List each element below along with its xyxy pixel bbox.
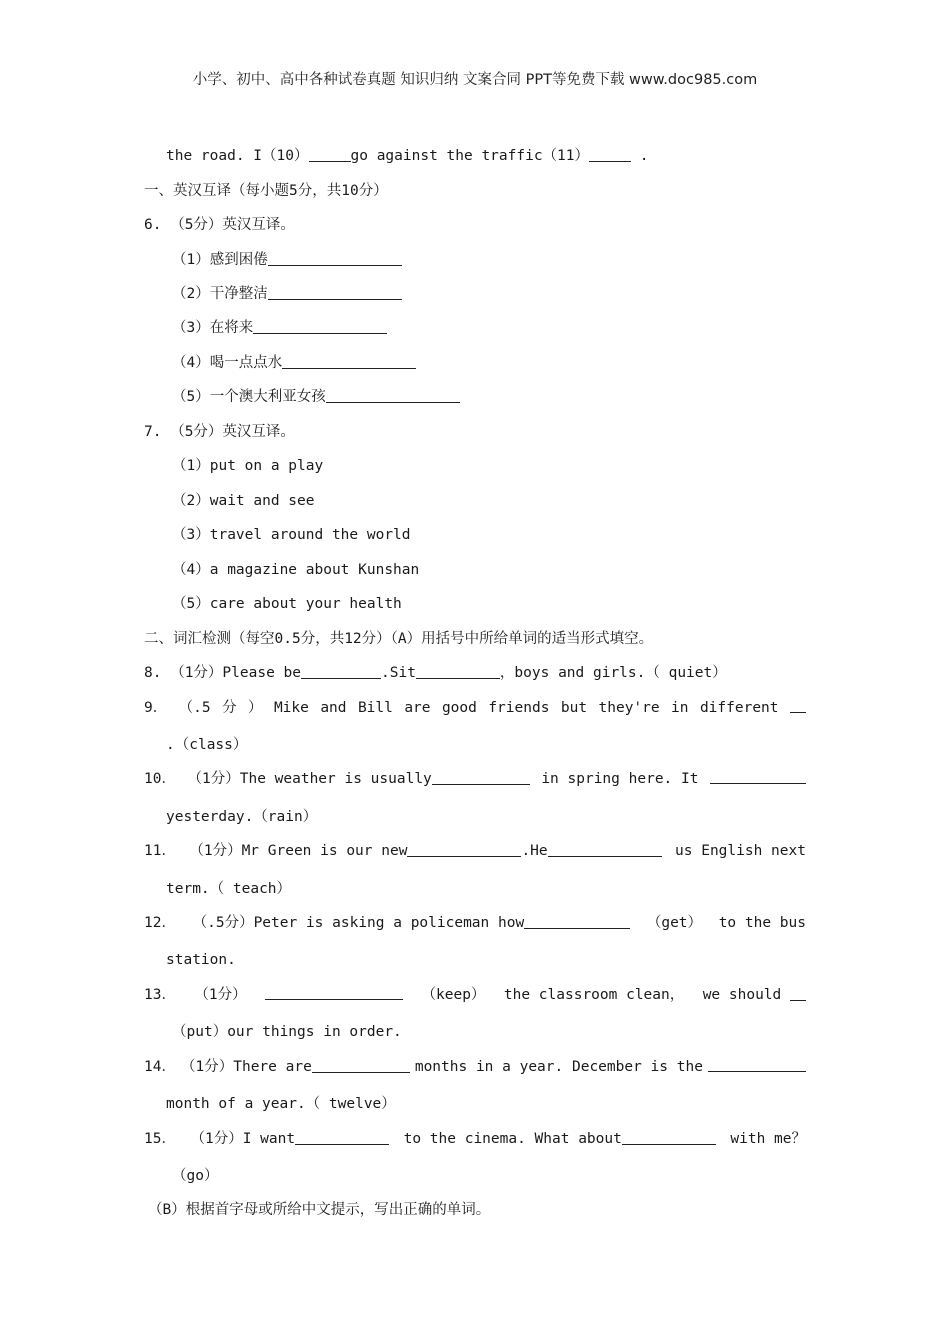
q7-item-1: （1）put on a play	[172, 458, 324, 474]
answer-blank[interactable]	[432, 770, 530, 785]
question-13-line-2: （put）our things in order.	[172, 1024, 402, 1040]
question-14-line-1: 14． （1分）There are months in a year. December is the	[144, 1057, 806, 1077]
answer-blank[interactable]	[265, 985, 403, 1000]
question-12-line-2: station.	[166, 952, 236, 968]
question-15-line-2: （go）	[172, 1168, 219, 1184]
answer-blank[interactable]	[790, 986, 806, 1001]
question-11-line-1: 11． （1分）Mr Green is our new .He us English next	[144, 843, 806, 859]
answer-blank[interactable]	[301, 664, 381, 679]
answer-blank[interactable]	[253, 319, 387, 334]
q6-item-1: （1）感到困倦	[172, 250, 402, 270]
answer-blank[interactable]	[622, 1130, 716, 1145]
question-9-line-2: .（class）	[166, 737, 248, 753]
question-12-line-1: 12． （.5分）Peter is asking a policeman how （get） to the bus	[144, 915, 806, 931]
answer-blank[interactable]	[708, 1057, 806, 1072]
section-2-heading: 二、词汇检测（每空0.5分，共12分）（A）用括号中所给单词的适当形式填空。	[144, 631, 654, 647]
answer-blank[interactable]	[312, 1058, 410, 1073]
q7-item-4: （4）a magazine about Kunshan	[172, 562, 420, 578]
continuation-line: the road. I（10） go against the traffic（11） .	[166, 148, 649, 164]
q7-item-5: （5）care about your health	[172, 596, 402, 612]
question-13-line-1: 13． （1分） （keep） the classroom clean， we should	[144, 985, 806, 1005]
answer-blank[interactable]	[282, 354, 416, 369]
question-15-line-1: 15． （1分）I want to the cinema. What about with me？	[144, 1131, 806, 1147]
answer-blank[interactable]	[548, 842, 662, 857]
answer-blank[interactable]	[710, 769, 806, 784]
answer-blank[interactable]	[416, 664, 500, 679]
q6-item-5: （5）一个澳大利亚女孩	[172, 387, 460, 407]
answer-blank[interactable]	[790, 698, 806, 713]
page-header: 小学、初中、高中各种试卷真题 知识归纳 文案合同 PPT等免费下载 www.doc985.com	[192, 72, 758, 88]
question-10-line-2: yesterday.（rain）	[166, 809, 318, 825]
q7-item-3: （3）travel around the world	[172, 527, 411, 543]
question-6: 6. （5分）英汉互译。	[144, 217, 295, 233]
answer-blank[interactable]	[589, 147, 631, 162]
answer-blank[interactable]	[295, 1130, 389, 1145]
q7-item-2: （2）wait and see	[172, 493, 315, 509]
section-b-heading: （B）根据首字母或所给中文提示，写出正确的单词。	[148, 1202, 491, 1218]
question-11-line-2: term.（ teach）	[166, 881, 292, 897]
answer-blank[interactable]	[524, 914, 630, 929]
q6-item-2: （2）干净整洁	[172, 284, 402, 304]
question-9-line-1: 9． （.5 分 ） Mike and Bill are good friends but they're in different	[144, 698, 806, 718]
answer-blank[interactable]	[326, 388, 460, 403]
q6-item-3: （3）在将来	[172, 318, 387, 338]
question-7: 7. （5分）英汉互译。	[144, 424, 295, 440]
question-8: 8. （1分）Please be .Sit ，boys and girls.（ quiet）	[144, 665, 727, 681]
question-10-line-1: 10． （1分）The weather is usually in spring here. It	[144, 769, 806, 789]
answer-blank[interactable]	[407, 842, 521, 857]
answer-blank[interactable]	[268, 251, 402, 266]
answer-blank[interactable]	[309, 147, 351, 162]
section-1-heading: 一、英汉互译（每小题5分，共10分）	[144, 183, 388, 199]
question-14-line-2: month of a year.（ twelve）	[166, 1096, 396, 1112]
q6-item-4: （4）喝一点点水	[172, 353, 416, 373]
answer-blank[interactable]	[268, 285, 402, 300]
